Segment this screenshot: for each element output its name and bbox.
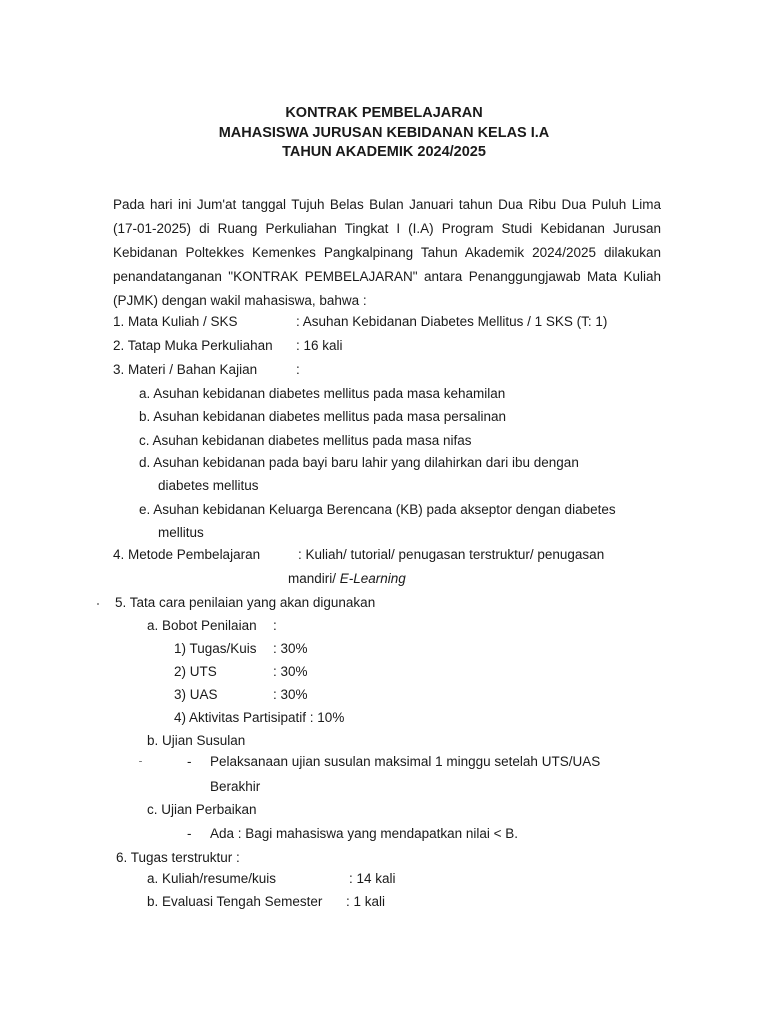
weight-value: : 30% bbox=[273, 687, 308, 702]
susulan-text-cont: Berakhir bbox=[210, 779, 261, 794]
item-label: 4. Metode Pembelajaran bbox=[113, 547, 261, 562]
materi-sub-e-cont: mellitus bbox=[158, 525, 204, 540]
tugas-value: : 1 kali bbox=[346, 894, 386, 909]
materi-sub-a: a. Asuhan kebidanan diabetes mellitus pada masa kehamilan bbox=[139, 386, 506, 401]
bobot-colon: : bbox=[273, 618, 277, 633]
weight-label: 3) UAS bbox=[174, 687, 218, 702]
materi-sub-d-cont: diabetes mellitus bbox=[158, 478, 259, 493]
weight-value: : 30% bbox=[273, 641, 308, 656]
title-line-3: TAHUN AKADEMIK 2024/2025 bbox=[282, 144, 486, 160]
susulan-text: Pelaksanaan ujian susulan maksimal 1 minggu setelah UTS/UAS bbox=[210, 754, 601, 769]
item-colon: : bbox=[296, 362, 300, 377]
bobot-penilaian bbox=[147, 616, 347, 636]
weight-label: 1) Tugas/Kuis bbox=[174, 641, 257, 656]
title-line-1: KONTRAK PEMBELAJARAN bbox=[285, 105, 483, 121]
item-tugas-terstruktur: 6. Tugas terstruktur : bbox=[116, 850, 240, 865]
ujian-susulan-label: b. Ujian Susulan bbox=[147, 733, 246, 748]
item-label: 2. Tatap Muka Perkuliahan bbox=[113, 338, 273, 353]
item-value: : 16 kali bbox=[296, 338, 343, 353]
metode-mandiri: mandiri/ bbox=[288, 571, 340, 586]
item-mata-kuliah bbox=[113, 312, 673, 332]
document-title bbox=[0, 104, 768, 163]
weight-row bbox=[174, 708, 394, 728]
ujian-perbaikan-label: c. Ujian Perbaikan bbox=[147, 802, 257, 817]
materi-sub-c: c. Asuhan kebidanan diabetes mellitus pada masa nifas bbox=[139, 433, 472, 448]
weight-label: 2) UTS bbox=[174, 664, 217, 679]
weight-label: 4) Aktivitas Partisipatif : 10% bbox=[174, 710, 345, 725]
intro-paragraph: Pada hari ini Jum'at tanggal Tujuh Belas Bulan Januari tahun Dua Ribu Dua Puluh Lima (17-01-2025) di Ruang Perkuliahan Tingkat I (I.A) Program Studi Kebidanan Jurusan Kebidanan Poltekkes Kemenkes Pangkalpinang Tahun Akademik 2024/2025 dilakukan penandatanganan "KONTRAK PEMBELAJARAN" antara Penanggungjawab Mata Kuliah (PJMK) dengan wakil mahasiswa, bahwa : bbox=[113, 197, 661, 308]
weight-row bbox=[174, 639, 374, 659]
item-materi bbox=[113, 360, 673, 380]
item-tatap-muka bbox=[113, 336, 673, 356]
item-label: 1. Mata Kuliah / SKS bbox=[113, 314, 238, 329]
scan-speck bbox=[139, 761, 142, 762]
materi-sub-d: d. Asuhan kebidanan pada bayi baru lahir yang dilahirkan dari ibu dengan bbox=[139, 455, 579, 470]
tugas-label: a. Kuliah/resume/kuis bbox=[147, 871, 277, 886]
materi-sub-e: e. Asuhan kebidanan Keluarga Berencana (KB) pada akseptor dengan diabetes bbox=[139, 502, 616, 517]
weight-row bbox=[174, 662, 374, 682]
weight-row bbox=[174, 685, 374, 705]
scan-speck bbox=[97, 603, 99, 605]
tugas-row bbox=[147, 892, 407, 912]
perbaikan-dash: - bbox=[187, 826, 192, 841]
tugas-row bbox=[147, 869, 407, 889]
title-line-2: MAHASISWA JURUSAN KEBIDANAN KELAS I.A bbox=[218, 124, 550, 141]
metode-continued bbox=[288, 569, 406, 589]
item-value: : Asuhan Kebidanan Diabetes Mellitus / 1 SKS (T: 1) bbox=[296, 314, 608, 329]
item-penilaian: 5. Tata cara penilaian yang akan digunakan bbox=[115, 595, 376, 610]
item-value: : Kuliah/ tutorial/ penugasan terstruktur/ penugasan bbox=[298, 547, 605, 562]
tugas-label: b. Evaluasi Tengah Semester bbox=[147, 894, 323, 909]
susulan-dash: - bbox=[187, 754, 192, 769]
item-metode bbox=[113, 545, 673, 565]
metode-elearning: E-Learning bbox=[339, 571, 406, 586]
weight-value: : 30% bbox=[273, 664, 308, 679]
item-label: 3. Materi / Bahan Kajian bbox=[113, 362, 258, 377]
tugas-value: : 14 kali bbox=[349, 871, 396, 886]
bobot-label: a. Bobot Penilaian bbox=[147, 618, 257, 633]
materi-sub-b: b. Asuhan kebidanan diabetes mellitus pada masa persalinan bbox=[139, 409, 506, 424]
perbaikan-text: Ada : Bagi mahasiswa yang mendapatkan nilai < B. bbox=[210, 826, 519, 841]
